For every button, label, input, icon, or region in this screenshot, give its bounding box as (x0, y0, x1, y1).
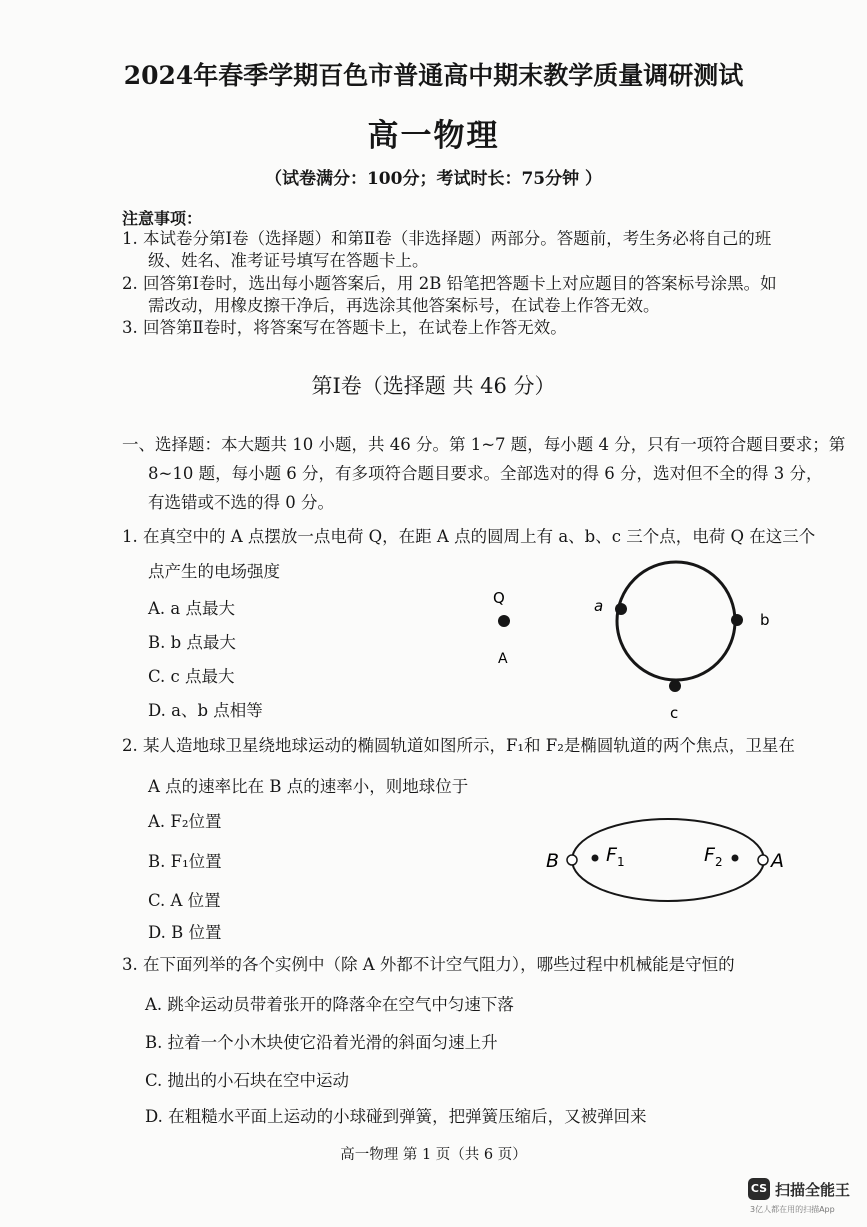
notice-line: 1. 本试卷分第Ⅰ卷（选择题）和第Ⅱ卷（非选择题）两部分。答题前，考生务必将自己的班 (122, 229, 772, 248)
q2-option-d: D. B 位置 (148, 923, 222, 942)
label-f1: $F_1$ (606, 844, 625, 869)
scanner-app-name: 扫描全能王 (775, 1181, 851, 1199)
page-footer: 高一物理 第 1 页（共 6 页） (340, 1147, 527, 1163)
label-b: B (546, 850, 560, 872)
notice-heading: 注意事项： (122, 209, 203, 228)
label-f2: $F_2$ (704, 844, 723, 869)
label-a: A (771, 850, 784, 872)
label-b: b (760, 611, 770, 629)
label-a: a (594, 597, 604, 615)
focus-f2 (732, 855, 739, 862)
q2-option-a: A. F₂位置 (148, 812, 222, 831)
point-a-label: A (498, 651, 508, 667)
q3-option-a: A. 跳伞运动员带着张开的降落伞在空气中匀速下落 (145, 995, 514, 1014)
focus-f1 (592, 855, 599, 862)
field-circle (617, 562, 735, 680)
q1-option-b: B. b 点最大 (148, 633, 236, 652)
q1-stem: 1. 在真空中的 A 点摆放一点电荷 Q，在距 A 点的圆周上有 a、b、c 三个点，电荷 Q 在这三个 (122, 527, 816, 546)
scanner-logo-icon: CS (748, 1178, 770, 1200)
notice-line: 2. 回答第Ⅰ卷时，选出每小题答案后，用 2B 铅笔把答题卡上对应题目的答案标号涂黑。如 (122, 274, 777, 293)
label-c: c (670, 704, 679, 722)
point-c (669, 680, 681, 692)
scanner-watermark (748, 1176, 858, 1216)
q3-option-d: D. 在粗糙水平面上运动的小球碰到弹簧，把弹簧压缩后，又被弹回来 (145, 1107, 647, 1126)
charge-point (498, 615, 510, 627)
notice-line: 需改动，用橡皮擦干净后，再选涂其他答案标号，在试卷上作答无效。 (148, 296, 660, 315)
q1-stem: 点产生的电场强度 (148, 562, 280, 581)
q2-stem: A 点的速率比在 B 点的速率小，则地球位于 (148, 777, 469, 796)
q3-option-b: B. 拉着一个小木块使它沿着光滑的斜面匀速上升 (145, 1033, 498, 1052)
part-instructions: 8~10 题，每小题 6 分，有多项符合题目要求。全部选对的得 6 分，选对但不全的得 3 分， (148, 464, 823, 483)
charge-label: Q (493, 589, 505, 607)
q2-figure (538, 815, 798, 911)
exam-title: 2024年春季学期百色市普通高中期末教学质量调研测试 (123, 61, 744, 90)
q2-stem: 2. 某人造地球卫星绕地球运动的椭圆轨道如图所示，F₁和 F₂是椭圆轨道的两个焦点，卫星在 (122, 736, 795, 755)
q1-option-d: D. a、b 点相等 (148, 701, 263, 720)
q3-stem: 3. 在下面列举的各个实例中（除 A 外都不计空气阻力），哪些过程中机械能是守恒的 (122, 955, 735, 974)
q2-option-b: B. F₁位置 (148, 852, 222, 871)
scanner-tagline: 3亿人都在用的扫描App (750, 1205, 835, 1214)
point-a-marker (758, 855, 768, 865)
point-b (731, 614, 743, 626)
q1-option-a: A. a 点最大 (148, 599, 235, 618)
point-b-marker (567, 855, 577, 865)
exam-meta: （试卷满分：100分；考试时长：75分钟 ） (264, 169, 603, 189)
subject-title: 高一物理 (367, 118, 500, 154)
q3-option-c: C. 抛出的小石块在空中运动 (145, 1071, 350, 1090)
notice-line: 3. 回答第Ⅱ卷时，将答案写在答题卡上，在试卷上作答无效。 (122, 318, 567, 337)
q1-figure (480, 555, 780, 725)
point-a (615, 603, 627, 615)
q2-option-c: C. A 位置 (148, 891, 221, 910)
q1-option-c: C. c 点最大 (148, 667, 235, 686)
part-instructions: 有选错或不选的得 0 分。 (148, 493, 334, 512)
section-title: 第Ⅰ卷（选择题 共 46 分） (311, 374, 556, 398)
notice-line: 级、姓名、准考证号填写在答题卡上。 (148, 251, 429, 270)
part-instructions: 一、选择题：本大题共 10 小题，共 46 分。第 1~7 题，每小题 4 分，只有一项符合题目要求；第 (122, 435, 846, 454)
